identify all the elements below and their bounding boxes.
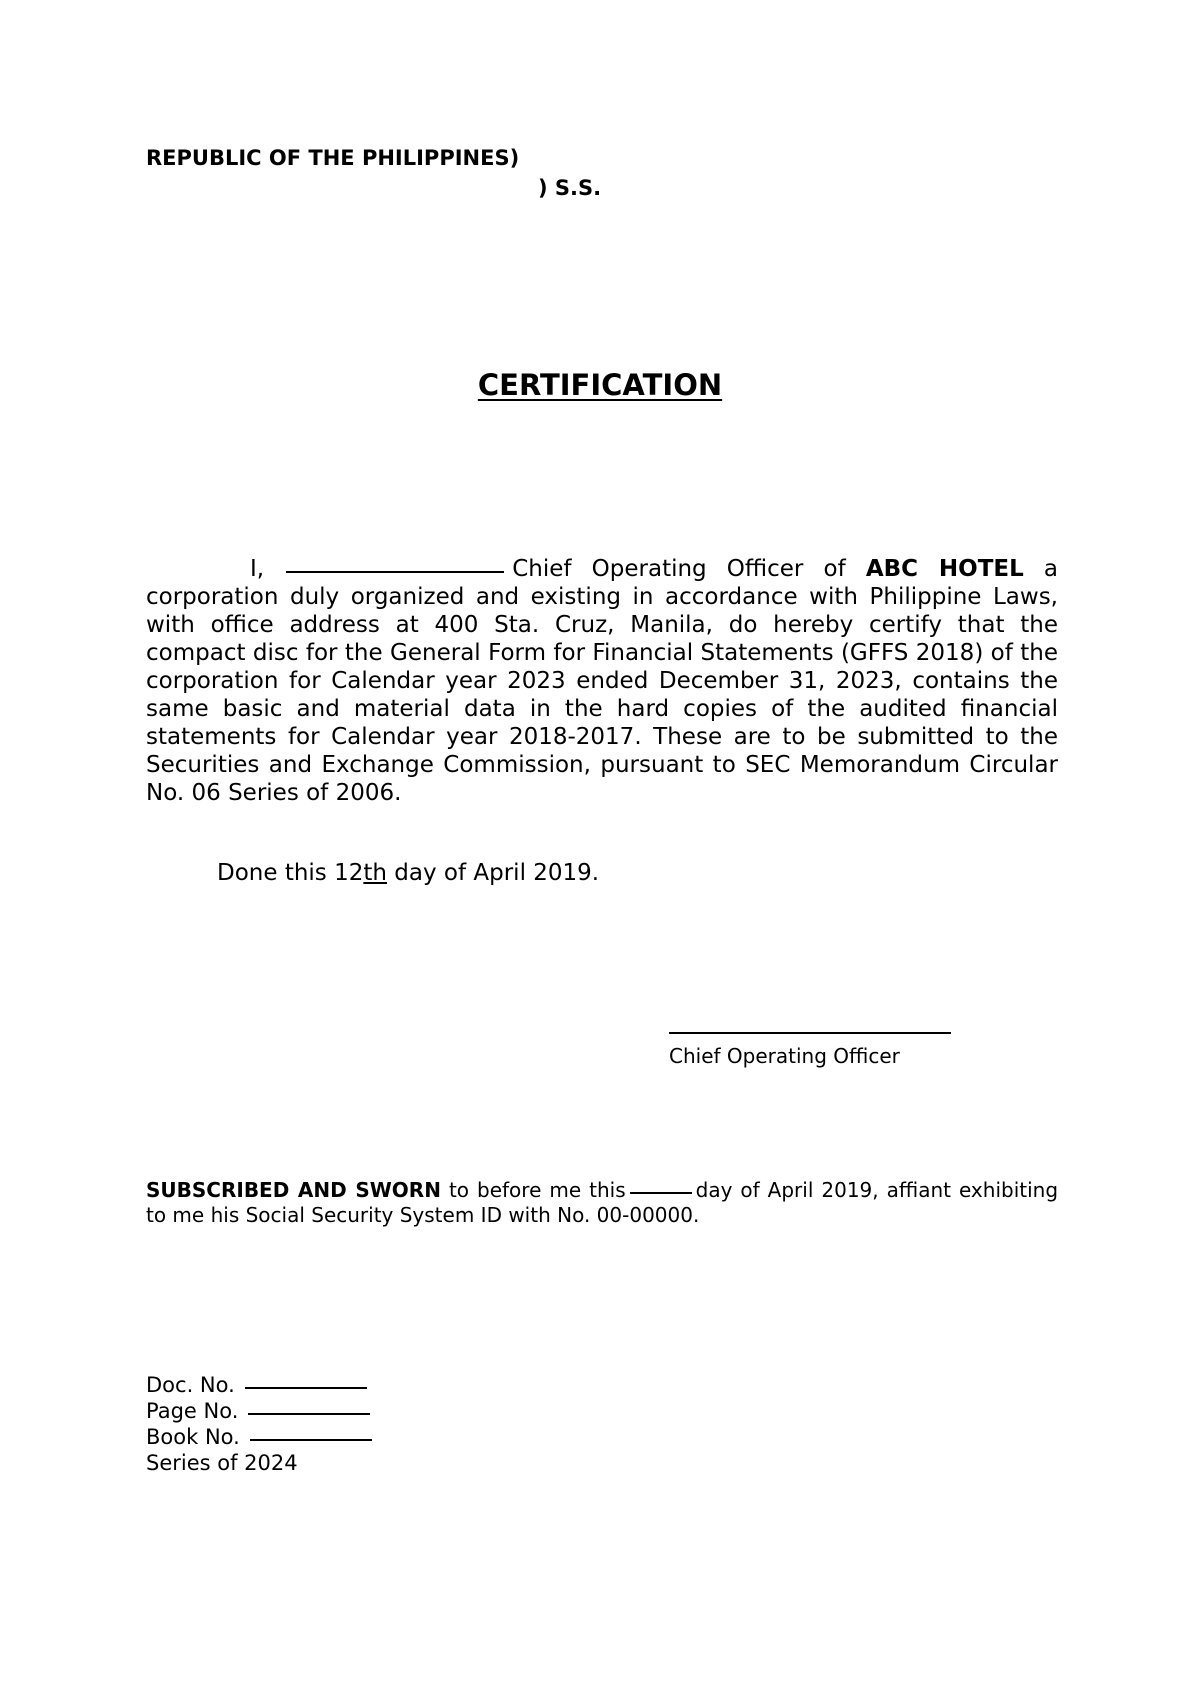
book-no-row [146,1424,372,1450]
jurat-lead: SUBSCRIBED AND SWORN [146,1178,441,1202]
company-name: ABC HOTEL [865,556,1024,582]
doc-no-label: Doc. No. [146,1373,235,1397]
book-no-label: Book No. [146,1425,240,1449]
certification-text: a corporation duly organized and existing in accordance with Philippine Laws, with office address at 400 Sta. Cruz, Manila, do hereby certify that the compact disc for the General Form for Financial Statements (GFFS 2018) of the corporation for Calendar year 2023 ended December 31, 2023, contains the same basic and material data in the hard copies of the audited financial statements for Calendar year 2018-2017. These are to be submitted to the Securities and Exchange Commission, pursuant to SEC Memorandum Circular No. 06 Series of 2006. [146,556,1058,806]
done-prefix: Done this 12 [217,860,364,886]
venue-line-country: REPUBLIC OF THE PHILIPPINES) [146,146,520,170]
page-no-row [146,1398,372,1424]
page-no-label: Page No. [146,1399,239,1423]
series-label: Series of 2024 [146,1451,298,1475]
certification-lead-in: I, [250,556,265,582]
jurat-paragraph [146,1178,1058,1228]
notarial-block [146,1372,372,1476]
certification-role: Chief Operating Officer of [512,556,846,582]
doc-no-row [146,1372,372,1398]
certification-paragraph [146,555,1058,807]
done-line [217,860,599,886]
name-blank-line [286,570,504,573]
day-blank-line [630,1191,692,1194]
jurat-after-blank: day of April 2019, affiant exhibiting to me his Social Security System ID with No. 00-00000. [146,1178,1059,1227]
done-ordinal-suffix: th [363,860,387,886]
doc-no-blank [245,1386,367,1389]
series-row [146,1450,372,1476]
page-no-blank [248,1412,370,1415]
venue-line-ss: ) S.S. [538,176,602,200]
document-title: CERTIFICATION [477,368,723,402]
book-no-blank [250,1438,372,1441]
signature-line [669,1032,951,1034]
signatory-title: Chief Operating Officer [669,1044,900,1068]
done-rest: day of April 2019. [386,860,600,886]
jurat-before-blank: to before me this [448,1178,626,1202]
